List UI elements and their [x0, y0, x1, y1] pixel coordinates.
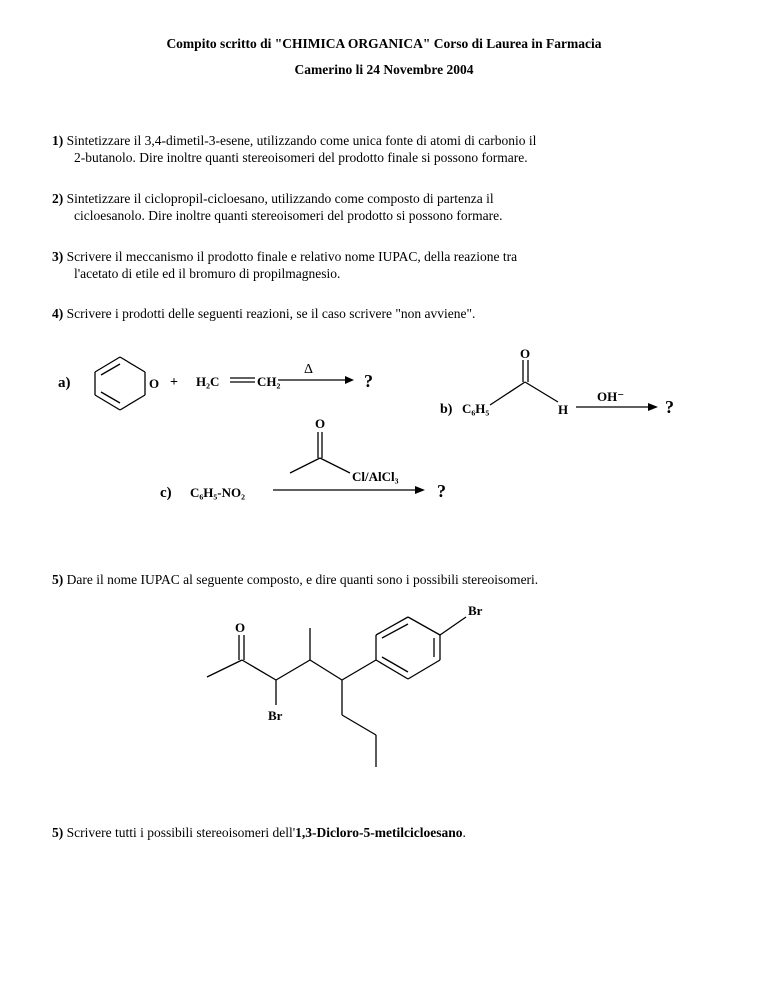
question-number: 2)	[52, 191, 64, 206]
reactions-figure	[0, 340, 768, 520]
question-text-cont: 2-butanolo. Dire inoltre quanti stereoisomeri del prodotto finale si possono formare.	[74, 150, 528, 165]
question-2	[52, 190, 642, 224]
question-text: Sintetizzare il ciclopropil-cicloesano, utilizzando come composto di partenza il	[66, 191, 494, 206]
ethene-left: H₂C	[196, 374, 220, 389]
reaction-a-label: a)	[58, 375, 71, 391]
product-c-unknown: ?	[437, 481, 446, 501]
question-number: 5)	[52, 572, 64, 587]
carbonyl-oxygen-c: O	[315, 416, 326, 431]
reaction-c-label: c)	[160, 485, 172, 501]
compound-structure	[0, 595, 768, 785]
question-4	[52, 305, 672, 322]
bromine-aryl: Br	[468, 603, 483, 618]
exam-date: Camerino li 24 Novembre 2004	[294, 62, 474, 77]
question-text: Scrivere tutti i possibili stereoisomeri dell'	[66, 825, 296, 840]
question-number: 1)	[52, 133, 64, 148]
page-title: Compito scritto di "CHIMICA ORGANICA" Corso di Laurea in Farmacia	[166, 36, 602, 51]
ketone-oxygen: O	[235, 620, 246, 635]
heat-symbol: Δ	[304, 362, 314, 377]
question-text-end: .	[462, 825, 466, 840]
bromine-alpha: Br	[268, 708, 283, 723]
question-5	[52, 571, 672, 588]
question-1	[52, 132, 642, 166]
question-number: 3)	[52, 249, 64, 264]
question-number: 4)	[52, 306, 64, 321]
aldehyde-hydrogen: H	[558, 402, 569, 417]
question-text-cont: l'acetato di etile ed il bromuro di propilmagnesio.	[74, 266, 341, 281]
reaction-b-label: b)	[440, 402, 453, 417]
nitrobenzene: C₆H₅-NO₂	[190, 485, 246, 500]
furan-oxygen: O	[149, 376, 160, 391]
question-text-cont: cicloesanolo. Dire inoltre quanti stereoisomeri del prodotto si possono formare.	[74, 208, 503, 223]
question-6	[52, 824, 672, 841]
reagent-c: Cl/AlCl₃	[352, 469, 399, 484]
ethene-right: CH₂	[257, 374, 281, 389]
hydroxide: OH⁻	[597, 389, 625, 404]
question-text: Scrivere il meccanismo il prodotto finale e relativo nome IUPAC, della reazione tra	[66, 249, 518, 264]
compound-name: 1,3-Dicloro-5-metilcicloesano	[295, 825, 463, 840]
question-text: Scrivere i prodotti delle seguenti reazioni, se il caso scrivere "non avviene".	[66, 306, 476, 321]
carbonyl-oxygen-b: O	[520, 346, 531, 361]
question-text: Sintetizzare il 3,4-dimetil-3-esene, utilizzando come unica fonte di atomi di carbonio il	[66, 133, 537, 148]
plus-sign: +	[170, 375, 178, 390]
question-text: Dare il nome IUPAC al seguente composto, e dire quanti sono i possibili stereoisomeri.	[66, 572, 539, 587]
product-b-unknown: ?	[665, 397, 674, 417]
product-a-unknown: ?	[364, 371, 373, 391]
question-number: 5)	[52, 825, 64, 840]
question-3	[52, 248, 642, 282]
phenyl-group: C₆H₅	[462, 401, 490, 416]
